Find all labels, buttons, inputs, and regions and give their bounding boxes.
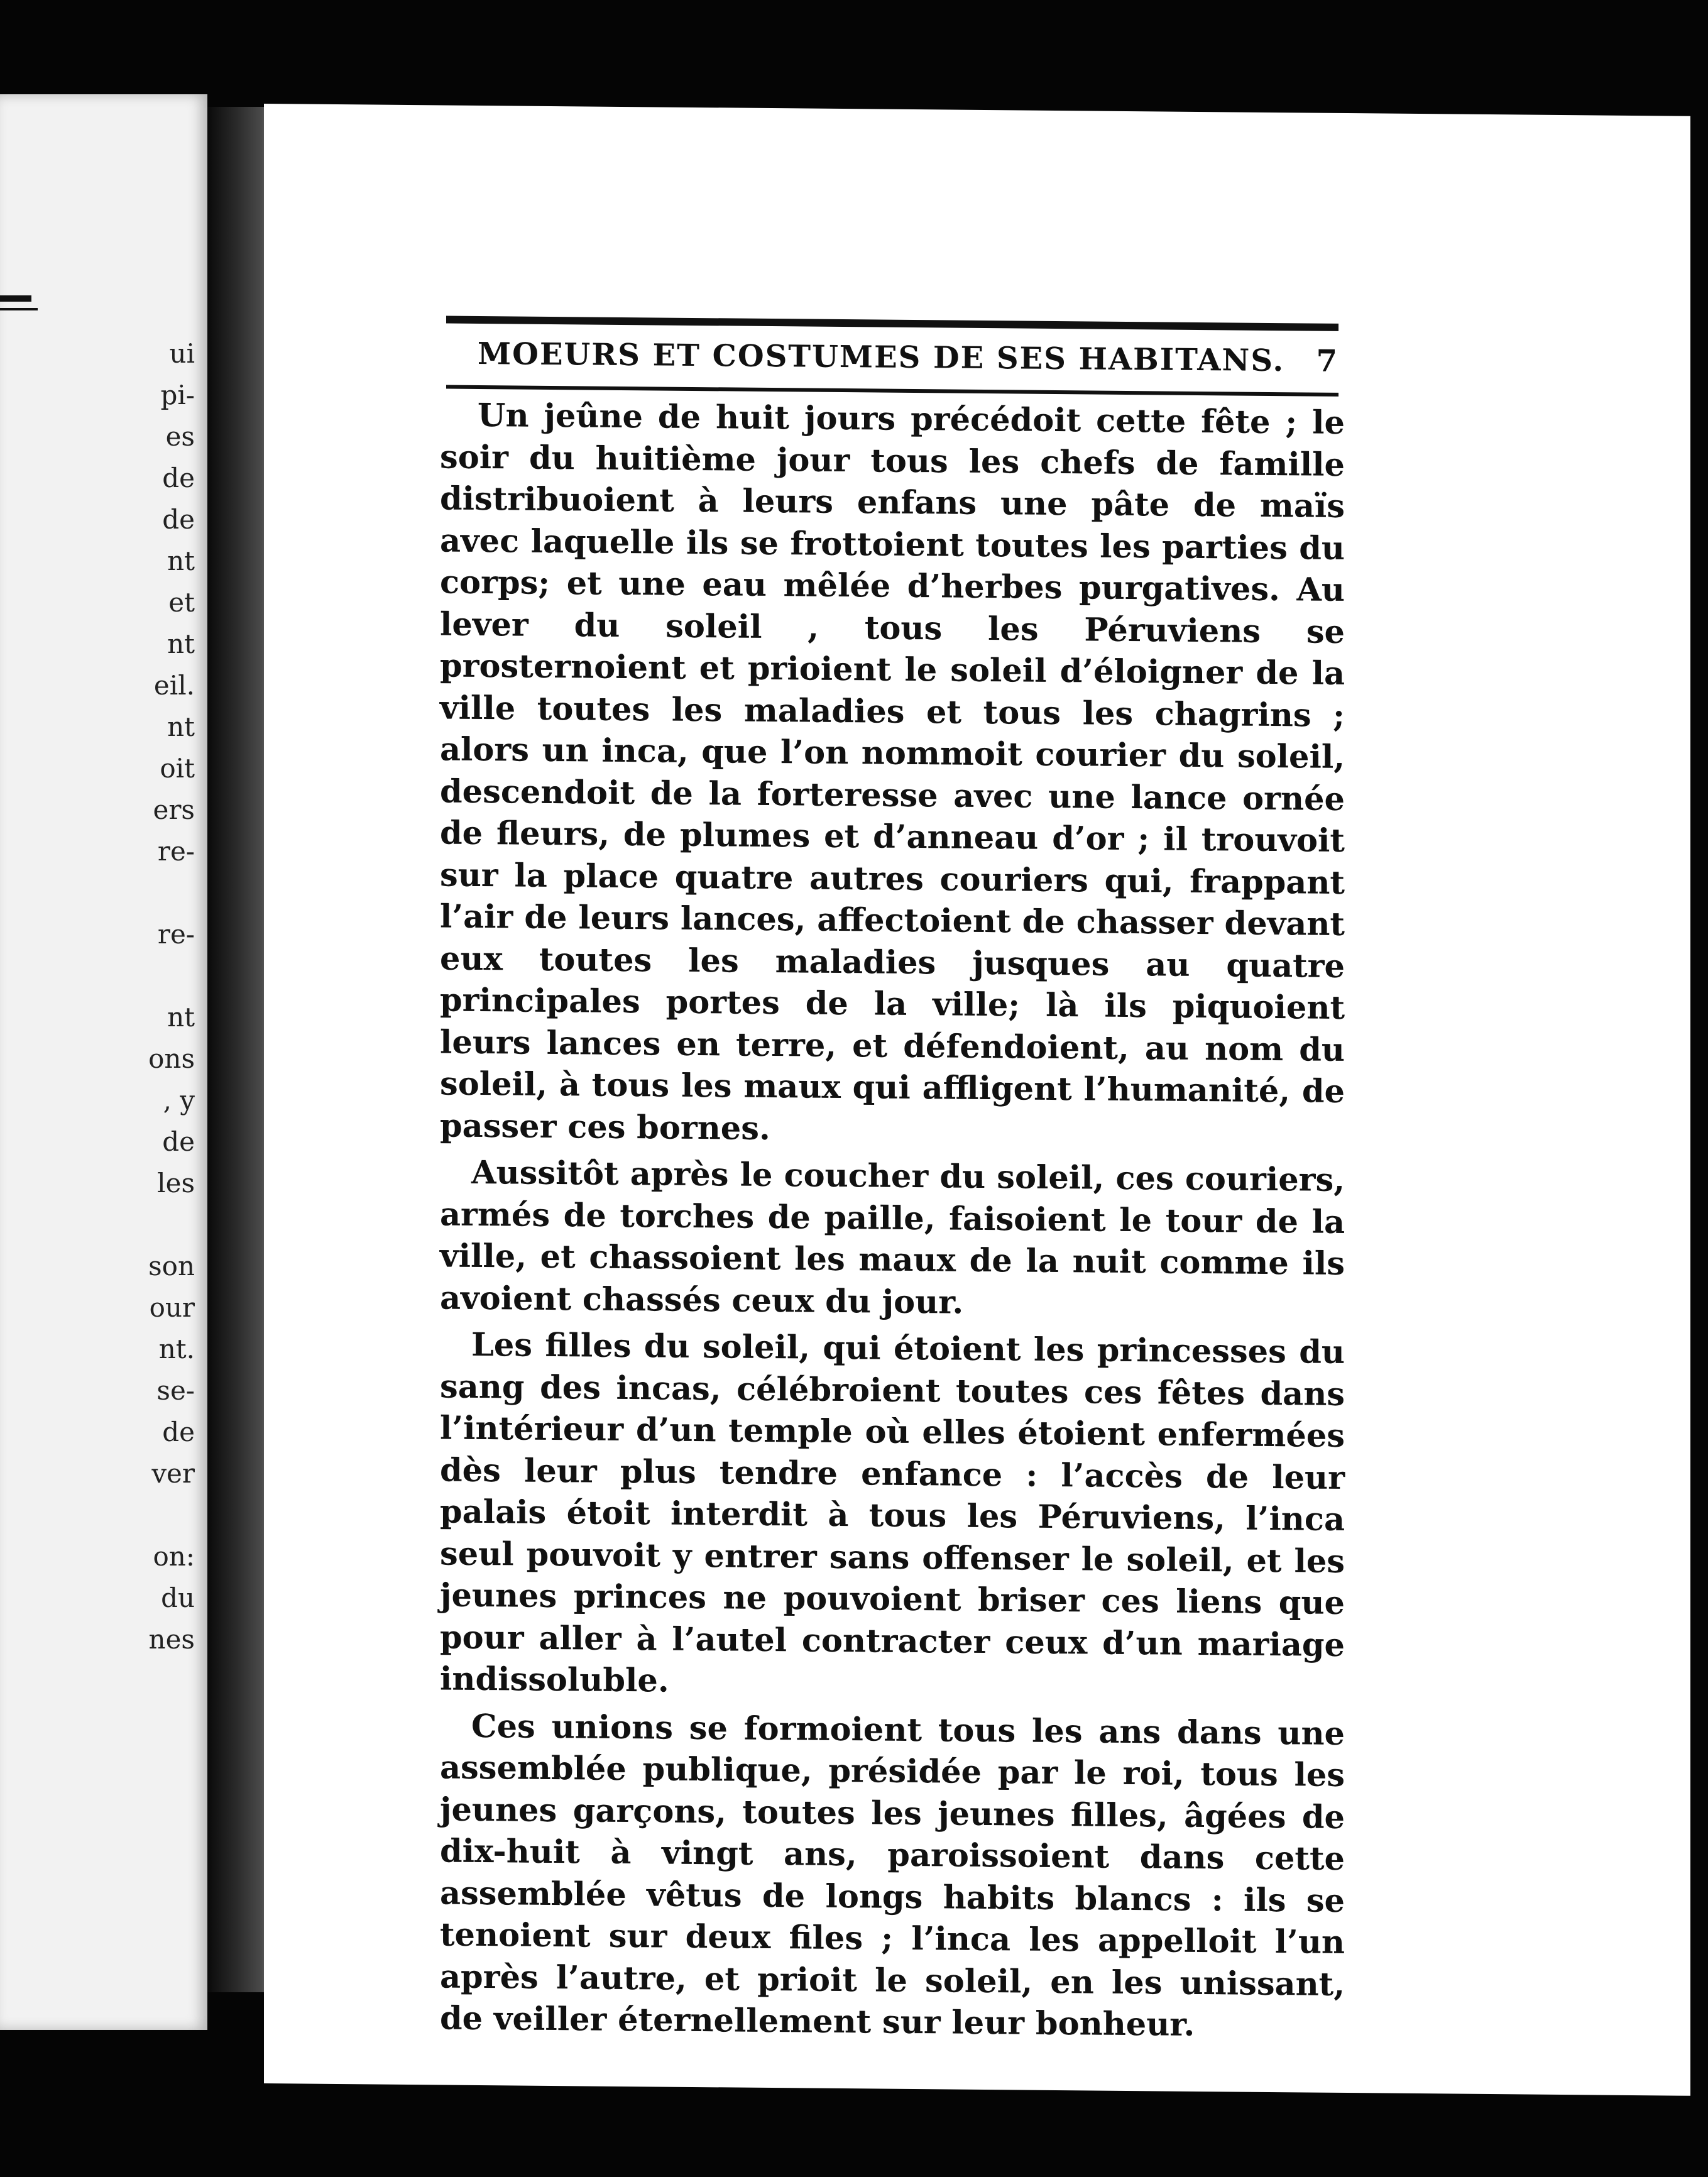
left-page-line: se-	[156, 1375, 195, 1406]
running-head	[478, 326, 1338, 390]
left-page-line: nt	[167, 546, 195, 576]
left-page-line: pi-	[160, 380, 195, 410]
left-page-rule	[0, 295, 31, 302]
left-page-line	[0, 872, 207, 914]
paragraph: Ces unions se formoient tous les ans dans une assemblée publique, présidée par le roi, tous les jeunes garçons, toutes les jeunes filles, âgées de dix-huit à vingt ans, paroissoient dans cette assemblée vêtus de longs habits blancs : ils se tenoient sur deux files ; l’inca les appelloit l’un après l’autre, et prioit le soleil, en les unissant, de veiller éternellement sur leur bonheur.	[440, 1707, 1345, 2044]
left-page-line: son	[148, 1251, 195, 1281]
left-page-line: ver	[151, 1458, 195, 1489]
left-page-line: de	[162, 463, 195, 493]
paragraph: Les filles du soleil, qui étoient les princesses du sang des incas, célébroient toutes ces fêtes dans l’intérieur d’un temple où elles étoient enfermées dès leur plus tendre enfance : l’accès de leur palais étoit interdit à tous les Péruviens, l’inca seul pouvoit y entrer sans offenser le soleil, et les jeunes princes ne pouvoient briser ces liens que pour aller à l’autel contracter ceux d’un mariage indissoluble.	[440, 1325, 1345, 1700]
left-page-line: oit	[160, 753, 195, 784]
left-page-line: et	[168, 587, 195, 618]
left-page-line: , y	[163, 1085, 195, 1116]
left-page-line: re-	[157, 919, 195, 950]
left-page-line: de	[162, 504, 195, 535]
right-page	[264, 104, 1690, 2096]
left-page-line	[0, 1494, 207, 1536]
left-page-line: nt	[167, 711, 195, 742]
left-page-line: eil.	[153, 670, 195, 701]
left-page-line: de	[162, 1126, 195, 1157]
left-page-line: de	[162, 1417, 195, 1447]
left-page-text	[0, 333, 207, 1660]
body-text	[440, 394, 1345, 2052]
left-page-line: les	[157, 1168, 195, 1198]
left-page-line: nes	[148, 1624, 195, 1655]
left-page-line	[0, 1204, 207, 1246]
left-page	[0, 94, 207, 2030]
page-number: 7	[1316, 343, 1338, 379]
left-page-line: re-	[157, 836, 195, 867]
left-page-line: ers	[153, 794, 195, 825]
left-page-line: nt	[167, 1002, 195, 1033]
left-page-line: ons	[148, 1043, 195, 1074]
paragraph: Aussitôt après le coucher du soleil, ces couriers, armés de torches de paille, faisoient le tour de la ville, et chassoient les maux de la nuit comme ils avoient chassés ceux du jour.	[440, 1153, 1345, 1322]
left-page-line: ui	[169, 338, 195, 369]
left-page-line: du	[161, 1582, 195, 1613]
left-page-line: nt	[167, 628, 195, 659]
left-page-line: our	[149, 1292, 195, 1323]
left-page-line	[0, 955, 207, 997]
left-page-line: nt.	[158, 1334, 195, 1364]
left-page-rule-thin	[0, 308, 38, 310]
left-page-line: es	[165, 421, 195, 452]
running-title: MOEURS ET COSTUMES DE SES HABITANS.	[478, 336, 1285, 379]
paragraph: Un jeûne de huit jours précédoit cette fête ; le soir du huitième jour tous les chefs de famille distribuoient à leurs enfans une pâte de maïs avec laquelle ils se frottoient toutes les parties du corps; et une eau mêlée d’herbes purgatives. Au lever du soleil , tous les Péruviens se prosternoient et prioient le soleil d’éloigner de la ville toutes les maladies et tous les chagrins ; alors un inca, que l’on nommoit courier du soleil, descendoit de la forteresse avec une lance ornée de fleurs, de plumes et d’anneau d’or ; il trouvoit sur la place quatre autres couriers qui, frappant l’air de leurs lances, affectoient de chasser devant eux toutes les maladies jusques au quatre principales portes de la ville; là ils piquoient leurs lances en terre, et défendoient, au nom du soleil, à tous les maux qui affligent l’humanité, de passer ces bornes.	[440, 396, 1345, 1148]
left-page-line: on:	[153, 1541, 195, 1572]
